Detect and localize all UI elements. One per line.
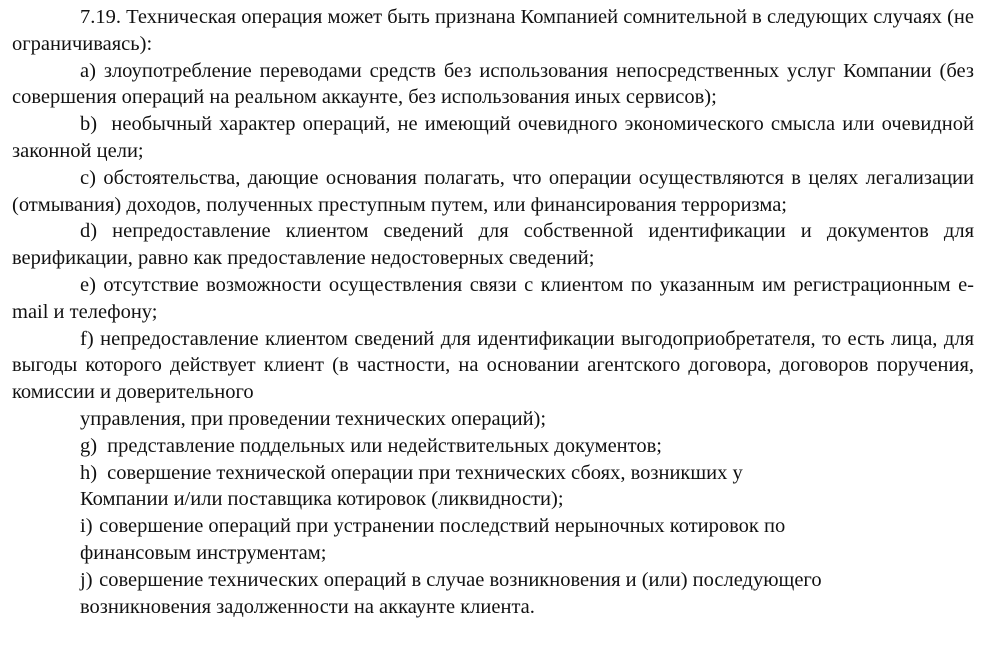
clause-intro: Техническая операция может быть признана Компанией сомнительной в следующих случаях (не ограничиваясь): (12, 6, 974, 55)
list-item-marker: g) (80, 434, 98, 457)
list-item-marker: c) (80, 166, 96, 189)
list-item-d (12, 218, 974, 272)
list-item-i-continuation: финансовым инструментам; (80, 541, 327, 564)
list-item-text: совершение технических операций в случае возникновения и (или) последующего (99, 568, 822, 591)
clause-paragraph (12, 4, 974, 58)
list-item-i (12, 513, 974, 540)
list-item-text: совершение технической операции при технических сбоях, возникших у (107, 461, 743, 484)
list-item-marker: d) (80, 220, 98, 243)
list-item-e (12, 272, 974, 326)
list-item-h (12, 460, 974, 487)
list-item-marker: i) (80, 515, 93, 538)
list-item-j-continuation: возникновения задолженности на аккаунте клиента. (80, 595, 535, 618)
list-item-g (12, 433, 974, 460)
list-item-marker: e) (80, 273, 96, 296)
list-item-text: обстоятельства, дающие основания полагать, что операции осуществляются в целях легализации (отмывания) доходов, полученных преступным путем, или финансирования терроризма; (12, 166, 975, 216)
list-item-marker: a) (80, 59, 96, 82)
list-item-marker: f) (80, 327, 94, 350)
list-item-text: непредоставление клиентом сведений для собственной идентификации и документов для верификации, равно как предоставление недостоверных сведений; (12, 220, 974, 270)
list-item-text: непредоставление клиентом сведений для идентификации выгодоприобретателя, то есть лица, для выгоды которого действует клиент (в частности, на основании агентского договора, договоров поручения, комиссии и доверительного (12, 327, 975, 404)
list-item-c (12, 165, 974, 219)
list-item-text: злоупотребление переводами средств без использования непосредственных услуг Компании (без совершения операций на реальном аккаунте, без использования иных сервисов); (12, 59, 974, 109)
list-item-text: представление поддельных или недействительных документов; (107, 434, 662, 457)
list-item-b (12, 111, 974, 165)
list-item-f-continuation: управления, при проведении технических операций); (80, 407, 547, 430)
list-item-text: отсутствие возможности осуществления связи с клиентом по указанным им регистрационным e-mail и телефону; (12, 273, 975, 323)
list-item-text: необычный характер операций, не имеющий очевидного экономического смысла или очевидной законной цели; (12, 113, 974, 162)
list-item-h-continuation: Компании и/или поставщика котировок (ликвидности); (80, 488, 564, 511)
list-item-marker: h) (80, 461, 98, 484)
list-item-j (12, 567, 974, 594)
list-item-text: совершение операций при устранении последствий нерыночных котировок по (99, 515, 786, 538)
list-item-marker: b) (80, 113, 98, 136)
document-page (12, 4, 974, 620)
list-item-f (12, 326, 974, 406)
clause-number: 7.19. (80, 6, 121, 28)
list-item-marker: j) (80, 568, 93, 591)
list-item-a (12, 58, 974, 112)
